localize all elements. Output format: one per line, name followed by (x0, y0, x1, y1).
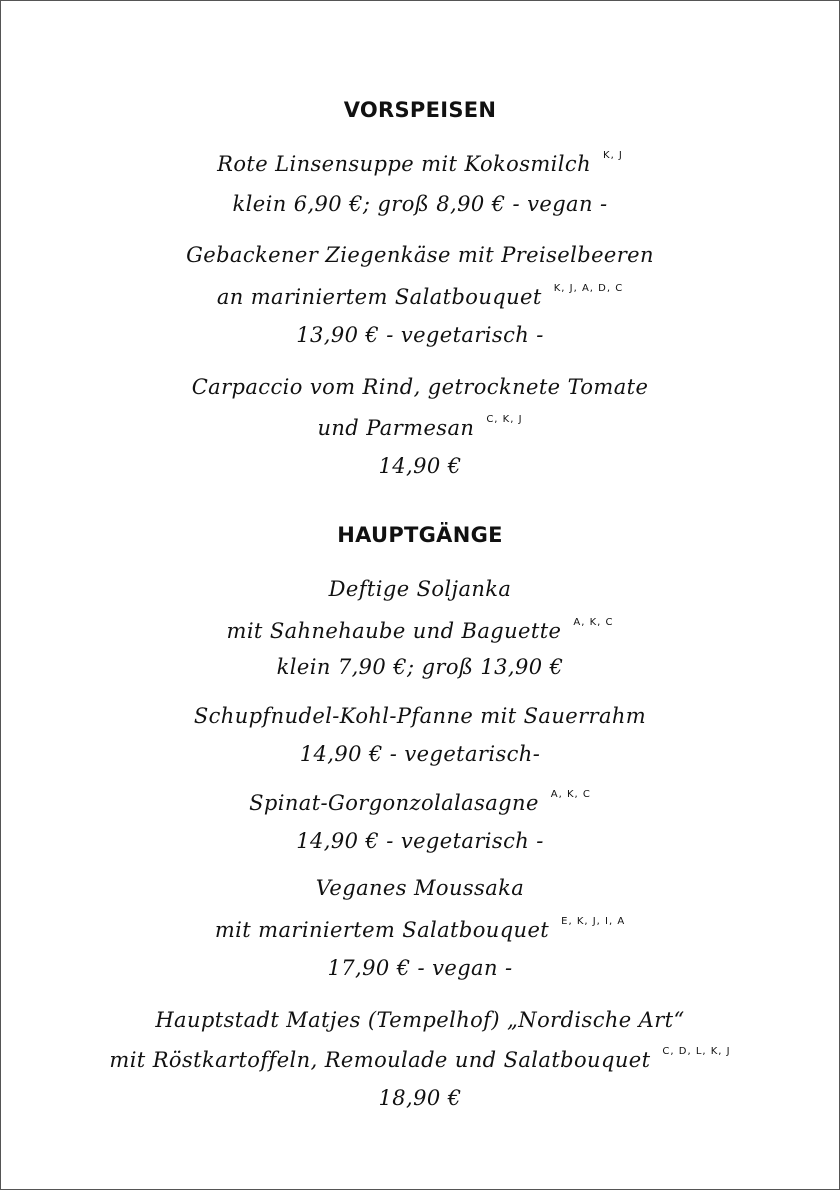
allergen-codes: C, K, J (486, 414, 523, 425)
menu-item-price: klein 6,90 €; groß 8,90 € - vegan - (232, 192, 608, 216)
allergen-codes: E, K, J, I, A (561, 916, 626, 927)
section-title-hauptgaenge: HAUPTGÄNGE (337, 523, 503, 547)
allergen-codes: K, J, A, D, C (553, 283, 624, 294)
menu-item-name: Spinat-Gorgonzolalasagne $^{A, K, C}$ (249, 789, 591, 815)
menu-item-price: klein 7,90 €; groß 13,90 € (276, 655, 564, 679)
menu-item-price: 14,90 € (378, 454, 462, 478)
allergen-codes: C, D, L, K, J (662, 1046, 731, 1057)
menu-item-price: 18,90 € (378, 1086, 462, 1110)
menu-item-description: mit mariniertem Salatbouquet $^{E, K, J, I, A}$ (214, 916, 626, 942)
menu-item-name: Deftige Soljanka (328, 577, 512, 601)
menu-item-price: 17,90 € - vegan - (327, 956, 513, 980)
menu-item-price: 14,90 € - vegetarisch- (299, 742, 541, 766)
section-title-vorspeisen: VORSPEISEN (343, 98, 497, 122)
menu-item-name: Rote Linsensuppe mit Kokosmilch $^{K, J}$ (217, 150, 623, 176)
menu-item-price: 13,90 € - vegetarisch - (296, 323, 544, 347)
allergen-codes: A, K, C (550, 789, 591, 800)
menu-item-name: Hauptstadt Matjes (Tempelhof) „Nordische Art“ (155, 1008, 685, 1032)
menu-item-description: an mariniertem Salatbouquet $^{K, J, A, D, C}$ (216, 283, 624, 309)
allergen-codes: K, J (603, 150, 623, 161)
menu-item-description: mit Sahnehaube und Baguette $^{A, K, C}$ (226, 617, 614, 643)
menu-item-name: Gebackener Ziegenkäse mit Preiselbeeren (186, 243, 654, 267)
menu-item-name: Schupfnudel-Kohl-Pfanne mit Sauerrahm (193, 704, 647, 728)
menu-item-name: Veganes Moussaka (315, 876, 525, 900)
menu-item-description: mit Röstkartoffeln, Remoulade und Salatbouquet $^{C, D, L, K, J}$ (109, 1046, 731, 1072)
menu-item-name: Carpaccio vom Rind, getrocknete Tomate (191, 375, 649, 399)
menu-item-price: 14,90 € - vegetarisch - (296, 829, 544, 853)
allergen-codes: A, K, C (573, 617, 614, 628)
menu-item-description: und Parmesan $^{C, K, J}$ (317, 414, 523, 440)
